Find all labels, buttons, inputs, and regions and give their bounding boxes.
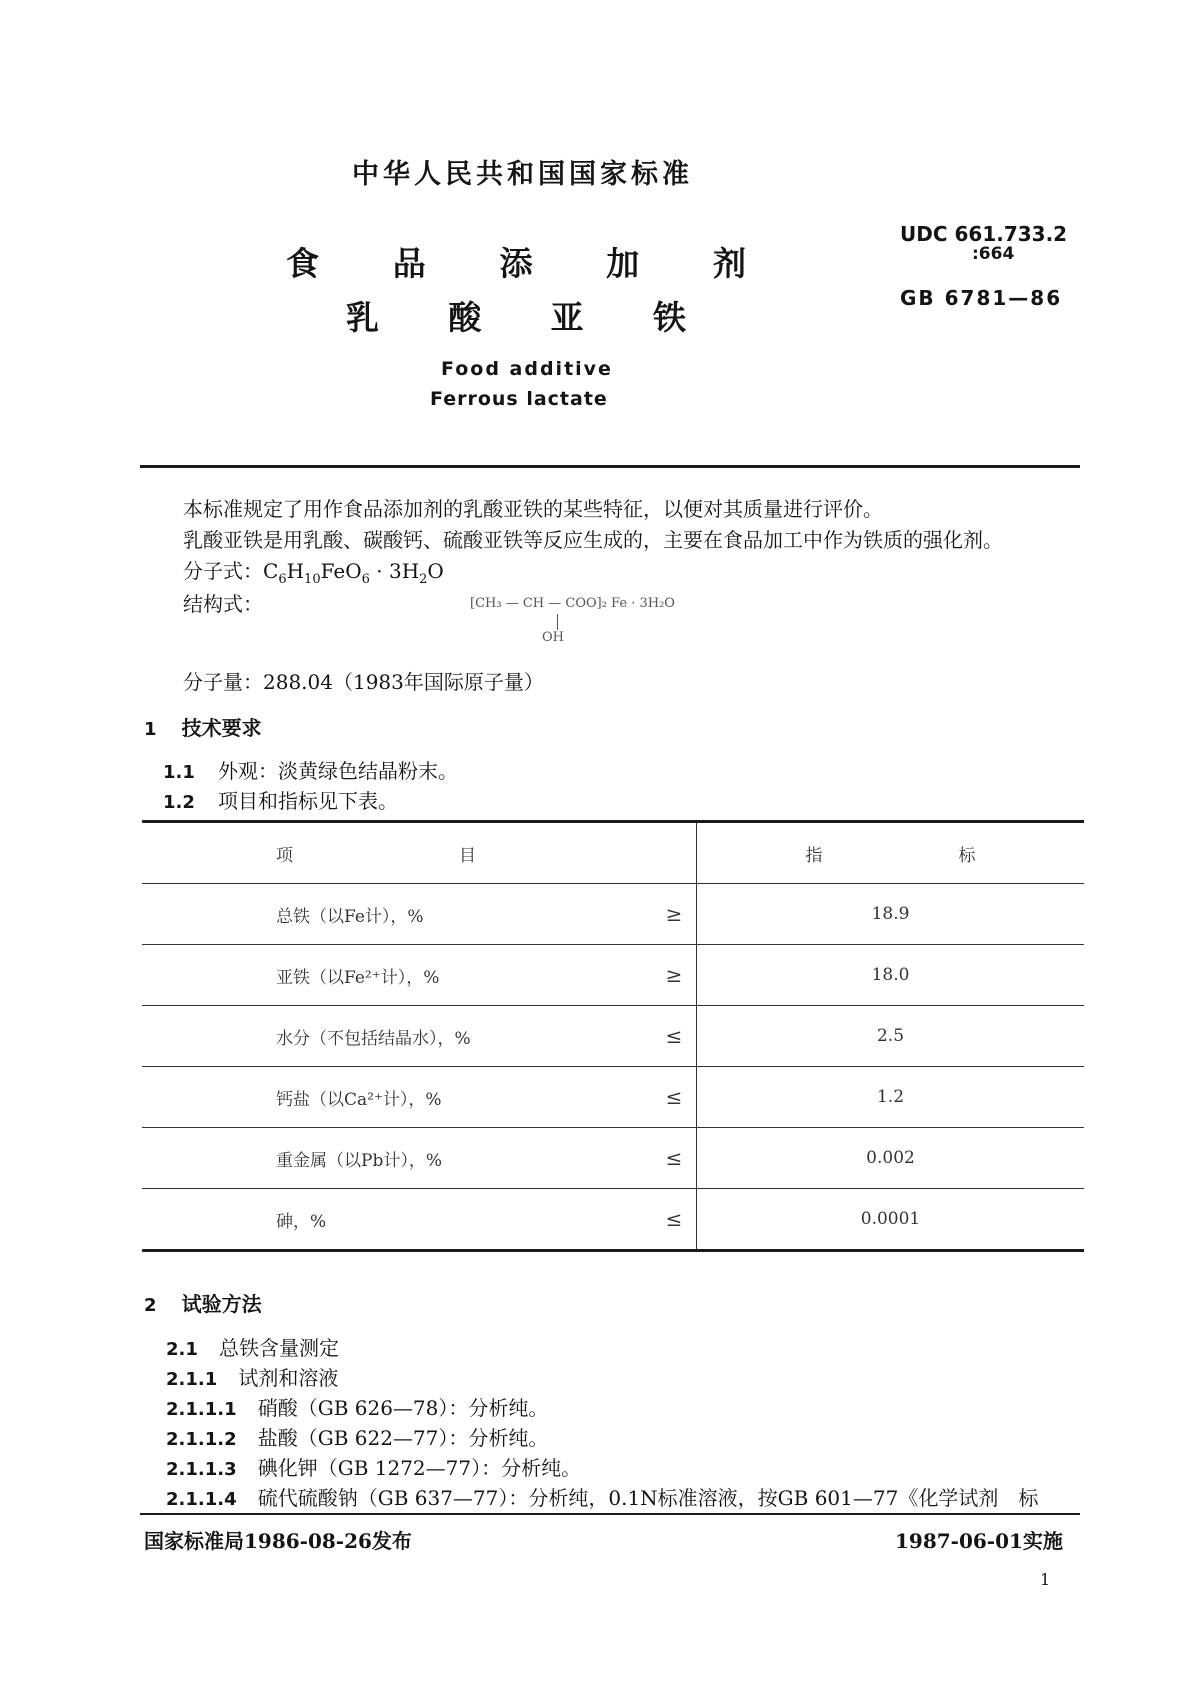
section-number: 2 xyxy=(144,1295,157,1316)
molecular-weight: 分子量：288.04（1983年国际原子量） xyxy=(183,670,544,694)
item-cell: 钙盐（以Ca²⁺计），% xyxy=(276,1089,442,1110)
operator-cell: ≤ xyxy=(652,1006,697,1067)
clause-2-1-1-3 xyxy=(166,1452,581,1481)
title-char: 铁 xyxy=(652,298,686,337)
clause-text: 总铁含量测定 xyxy=(218,1336,339,1360)
udc-code: UDC 661.733.2 xyxy=(900,222,1068,246)
title-char: 酸 xyxy=(448,298,482,337)
clause-2-1-1-2 xyxy=(166,1422,548,1451)
clause-text: 项目和指标见下表。 xyxy=(217,789,398,813)
title-char: 剂 xyxy=(713,244,746,283)
title-en-line1: Food additive xyxy=(441,358,613,380)
title-char: 添 xyxy=(499,244,533,283)
clause-2-1-1-4 xyxy=(166,1482,1038,1511)
item-cell: 重金属（以Pb计），% xyxy=(276,1150,442,1171)
section-number: 1 xyxy=(144,719,157,740)
clause-1-2 xyxy=(163,785,398,814)
structural-bond-line xyxy=(557,614,558,630)
structural-formula-label: 结构式： xyxy=(183,592,263,616)
header-char: 目 xyxy=(459,845,476,866)
intro-paragraph-2: 乳酸亚铁是用乳酸、碳酸钙、硫酸亚铁等反应生成的，主要在食品加工中作为铁质的强化剂。 xyxy=(183,528,1003,552)
clause-number: 2.1.1.4 xyxy=(166,1489,237,1510)
title-char: 亚 xyxy=(550,298,584,337)
structural-substituent: OH xyxy=(542,630,564,645)
header-item-cell xyxy=(142,822,652,884)
section-2-heading xyxy=(144,1288,262,1317)
value-cell: 18.9 xyxy=(871,904,910,924)
title-char: 加 xyxy=(606,244,640,283)
table-row xyxy=(142,1128,1084,1189)
clause-text: 外观：淡黄绿色结晶粉末。 xyxy=(217,759,458,783)
title-en-line2: Ferrous lactate xyxy=(430,388,608,410)
title-char: 乳 xyxy=(346,298,379,337)
item-cell: 水分（不包括结晶水），% xyxy=(276,1028,471,1049)
operator-cell: ≤ xyxy=(652,1189,697,1251)
clause-text: 硝酸（GB 626—78）：分析纯。 xyxy=(257,1396,549,1420)
clause-1-1 xyxy=(163,755,458,784)
header-divider xyxy=(140,465,1080,468)
clause-2-1 xyxy=(166,1332,339,1361)
item-cell: 砷，% xyxy=(276,1211,327,1232)
clause-number: 2.1.1 xyxy=(166,1369,218,1390)
clause-text: 试剂和溶液 xyxy=(238,1366,339,1390)
clause-number: 2.1.1.1 xyxy=(166,1399,237,1420)
clause-number: 2.1 xyxy=(166,1339,198,1360)
table-row xyxy=(142,1189,1084,1251)
value-cell: 1.2 xyxy=(876,1087,905,1107)
title-cn-line1 xyxy=(286,238,746,285)
title-char: 品 xyxy=(392,244,426,283)
value-cell: 0.002 xyxy=(866,1148,915,1168)
item-cell: 亚铁（以Fe²⁺计），% xyxy=(276,967,440,988)
clause-text: 硫代硫酸钠（GB 637—77）：分析纯，0.1N标准溶液，按GB 601—77《化学试剂 标 xyxy=(257,1486,1039,1510)
standard-type-heading: 中华人民共和国国家标准 xyxy=(352,159,693,190)
clause-number: 1.2 xyxy=(163,792,195,813)
udc-code-continuation: :664 xyxy=(972,244,1015,264)
clause-2-1-1-1 xyxy=(166,1392,548,1421)
table-row xyxy=(142,1006,1084,1067)
intro-paragraph-1: 本标准规定了用作食品添加剂的乳酸亚铁的某些特征，以便对其质量进行评价。 xyxy=(183,497,883,521)
gb-code: GB 6781—86 xyxy=(900,286,1063,310)
header-char: 标 xyxy=(958,845,976,866)
operator-cell: ≤ xyxy=(652,1067,697,1128)
value-cell: 0.0001 xyxy=(860,1209,921,1229)
operator-cell: ≤ xyxy=(652,1128,697,1189)
value-cell: 2.5 xyxy=(876,1026,905,1046)
structural-formula: [CH₃ — CH — COO]₂ Fe · 3H₂O xyxy=(470,596,675,611)
operator-cell: ≥ xyxy=(652,884,697,945)
effective-date: 1987-06-01实施 xyxy=(895,1529,1063,1553)
table-header-row xyxy=(142,822,1084,884)
molecular-formula-label: 分子式： xyxy=(183,559,263,583)
header-char: 项 xyxy=(276,845,293,866)
section-1-heading xyxy=(144,712,262,741)
issued-date: 国家标准局1986-08-26发布 xyxy=(144,1529,412,1553)
table-row xyxy=(142,945,1084,1006)
title-cn-line2 xyxy=(346,292,686,339)
clause-2-1-1 xyxy=(166,1362,338,1391)
table-row xyxy=(142,884,1084,945)
clause-text: 碘化钾（GB 1272—77）：分析纯。 xyxy=(257,1456,582,1480)
section-title: 技术要求 xyxy=(181,716,262,740)
molecular-formula: 分子式：$C_6H_{10}FeO_6 \cdot 3H_2O$ xyxy=(183,559,444,587)
table-row xyxy=(142,1067,1084,1128)
clause-number: 1.1 xyxy=(163,762,195,783)
section-title: 试验方法 xyxy=(181,1292,262,1316)
clause-text: 盐酸（GB 622—77）：分析纯。 xyxy=(257,1426,549,1450)
header-op-cell xyxy=(652,822,697,884)
value-cell: 18.0 xyxy=(871,965,910,985)
clause-number: 2.1.1.3 xyxy=(166,1459,237,1480)
operator-cell: ≥ xyxy=(652,945,697,1006)
spec-table xyxy=(142,820,1084,1252)
header-char: 指 xyxy=(805,845,823,866)
item-cell: 总铁（以Fe计），% xyxy=(276,906,424,927)
page-number: 1 xyxy=(1040,1570,1051,1589)
footer-divider xyxy=(140,1513,1080,1515)
title-char: 食 xyxy=(286,244,319,283)
clause-number: 2.1.1.2 xyxy=(166,1429,237,1450)
header-value-cell xyxy=(697,822,1085,884)
